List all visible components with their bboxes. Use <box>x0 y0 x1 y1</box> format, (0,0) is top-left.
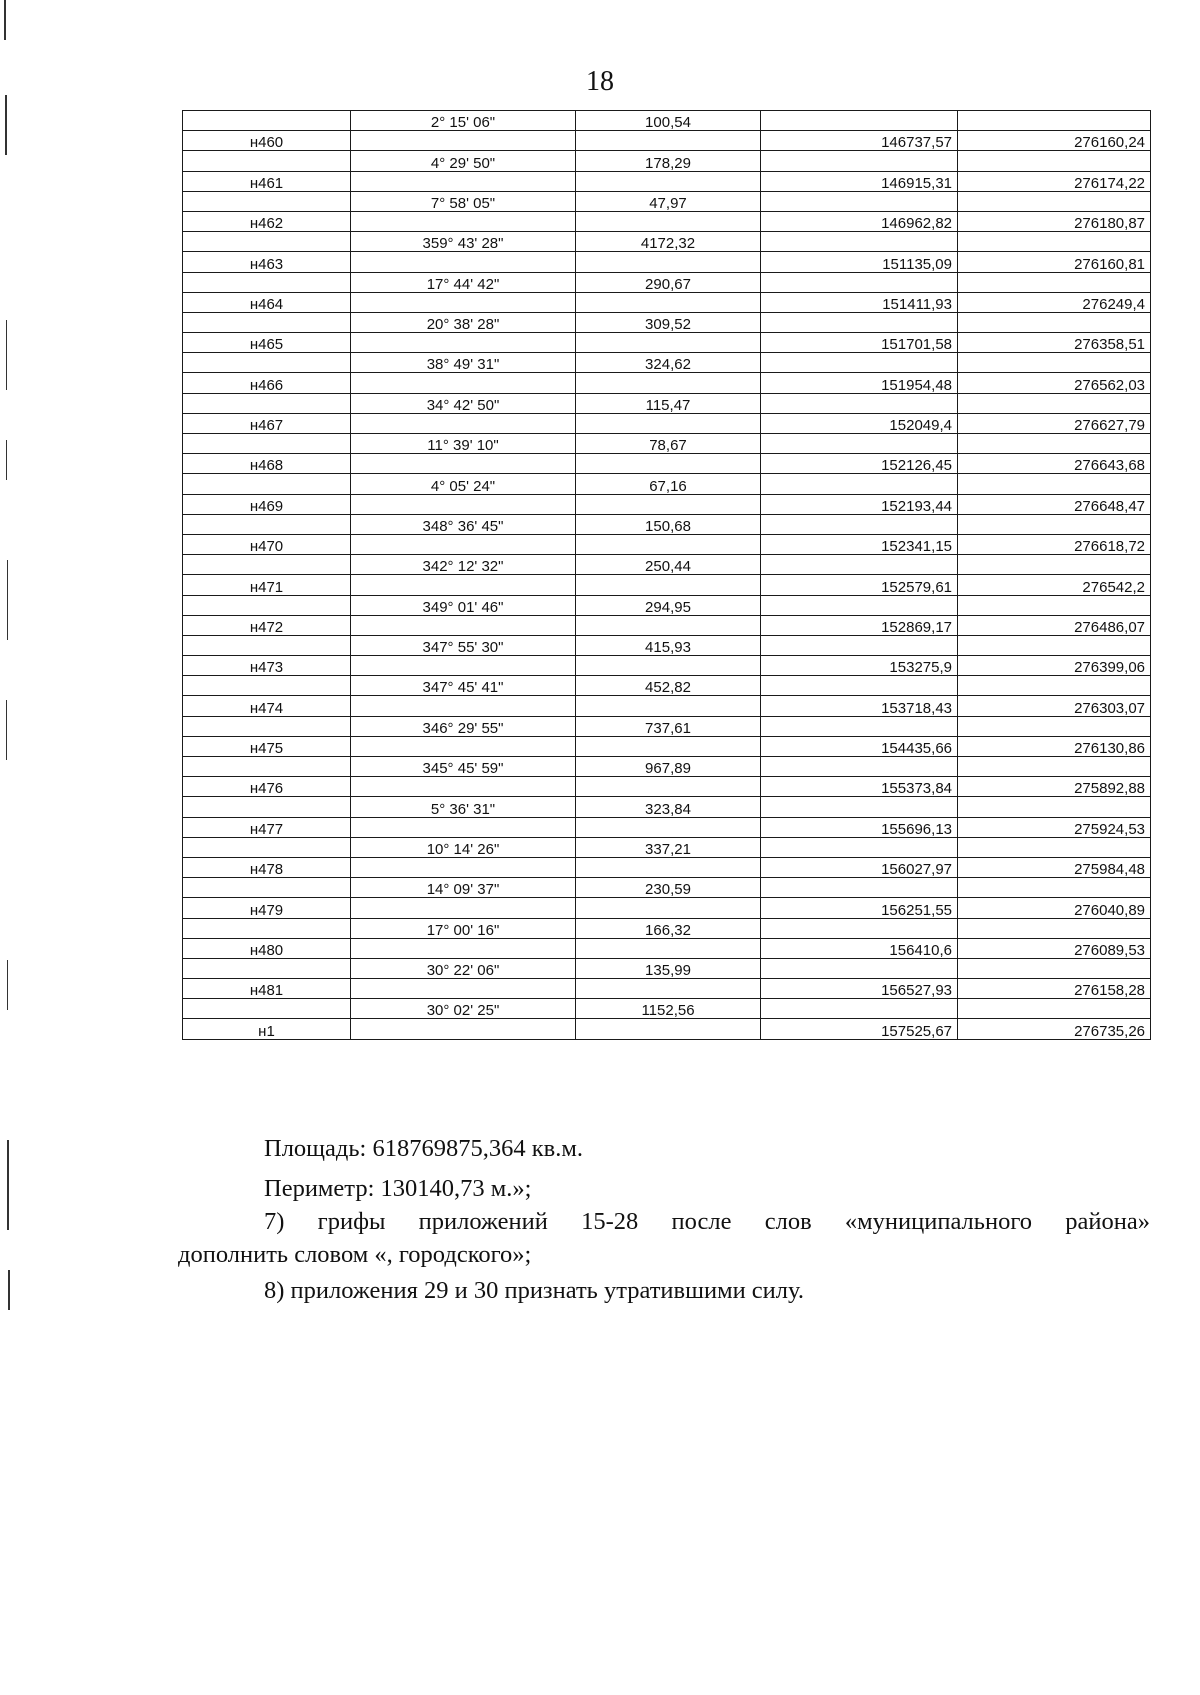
table-row <box>183 454 1151 474</box>
area-statement: Площадь: 618769875,364 кв.м. <box>264 1135 583 1162</box>
angle-cell: 347° 45' 41" <box>351 676 576 696</box>
point-cell <box>183 272 351 292</box>
length-cell: 294,95 <box>576 595 761 615</box>
table-row <box>183 958 1151 978</box>
angle-cell: 359° 43' 28" <box>351 232 576 252</box>
item-7-paragraph <box>178 1205 1150 1271</box>
table-row <box>183 151 1151 171</box>
y-coordinate-cell: 276486,07 <box>958 615 1151 635</box>
y-coordinate-cell: 276303,07 <box>958 696 1151 716</box>
point-cell <box>183 232 351 252</box>
point-cell: н477 <box>183 817 351 837</box>
angle-cell <box>351 817 576 837</box>
x-coordinate-cell <box>761 958 958 978</box>
angle-cell <box>351 898 576 918</box>
x-coordinate-cell: 156410,6 <box>761 938 958 958</box>
point-cell <box>183 716 351 736</box>
table-row <box>183 938 1151 958</box>
table-row <box>183 131 1151 151</box>
x-coordinate-cell <box>761 878 958 898</box>
length-cell <box>576 817 761 837</box>
angle-cell <box>351 413 576 433</box>
table-row <box>183 252 1151 272</box>
length-cell: 166,32 <box>576 918 761 938</box>
angle-cell <box>351 333 576 353</box>
y-coordinate-cell: 276158,28 <box>958 979 1151 999</box>
angle-cell: 20° 38' 28" <box>351 312 576 332</box>
point-cell <box>183 635 351 655</box>
y-coordinate-cell <box>958 272 1151 292</box>
point-cell: н476 <box>183 777 351 797</box>
point-cell: н478 <box>183 857 351 877</box>
angle-cell: 348° 36' 45" <box>351 514 576 534</box>
point-cell <box>183 191 351 211</box>
point-cell: н480 <box>183 938 351 958</box>
angle-cell <box>351 938 576 958</box>
coordinates-table <box>182 110 1151 1040</box>
table-row <box>183 333 1151 353</box>
table-row <box>183 595 1151 615</box>
x-coordinate-cell <box>761 111 958 131</box>
angle-cell: 11° 39' 10" <box>351 434 576 454</box>
x-coordinate-cell <box>761 676 958 696</box>
y-coordinate-cell <box>958 232 1151 252</box>
length-cell: 415,93 <box>576 635 761 655</box>
length-cell: 250,44 <box>576 555 761 575</box>
table-row <box>183 635 1151 655</box>
length-cell <box>576 857 761 877</box>
angle-cell <box>351 131 576 151</box>
length-cell: 290,67 <box>576 272 761 292</box>
point-cell <box>183 312 351 332</box>
table-row <box>183 615 1151 635</box>
x-coordinate-cell: 152193,44 <box>761 494 958 514</box>
y-coordinate-cell <box>958 595 1151 615</box>
point-cell <box>183 434 351 454</box>
table-row <box>183 837 1151 857</box>
point-cell: н469 <box>183 494 351 514</box>
angle-cell <box>351 575 576 595</box>
x-coordinate-cell: 153718,43 <box>761 696 958 716</box>
y-coordinate-cell <box>958 353 1151 373</box>
item-7-line-1: 7) грифы приложений 15-28 после слов «муниципального района» <box>264 1208 1150 1235</box>
x-coordinate-cell: 151135,09 <box>761 252 958 272</box>
length-cell <box>576 292 761 312</box>
table-row <box>183 1019 1151 1039</box>
point-cell: н474 <box>183 696 351 716</box>
item-7-line-2: дополнить словом «, городского»; <box>178 1241 532 1268</box>
point-cell: н1 <box>183 1019 351 1039</box>
x-coordinate-cell: 152049,4 <box>761 413 958 433</box>
point-cell <box>183 595 351 615</box>
point-cell <box>183 797 351 817</box>
y-coordinate-cell: 276089,53 <box>958 938 1151 958</box>
x-coordinate-cell <box>761 191 958 211</box>
x-coordinate-cell: 157525,67 <box>761 1019 958 1039</box>
length-cell: 150,68 <box>576 514 761 534</box>
angle-cell: 2° 15' 06" <box>351 111 576 131</box>
x-coordinate-cell <box>761 716 958 736</box>
table-row <box>183 676 1151 696</box>
table-row <box>183 494 1151 514</box>
length-cell <box>576 938 761 958</box>
table-row <box>183 232 1151 252</box>
x-coordinate-cell <box>761 837 958 857</box>
length-cell <box>576 333 761 353</box>
angle-cell: 345° 45' 59" <box>351 757 576 777</box>
length-cell: 230,59 <box>576 878 761 898</box>
table-row <box>183 434 1151 454</box>
angle-cell: 4° 05' 24" <box>351 474 576 494</box>
y-coordinate-cell: 276643,68 <box>958 454 1151 474</box>
angle-cell <box>351 857 576 877</box>
point-cell <box>183 958 351 978</box>
y-coordinate-cell <box>958 878 1151 898</box>
length-cell <box>576 777 761 797</box>
angle-cell <box>351 1019 576 1039</box>
length-cell <box>576 534 761 554</box>
x-coordinate-cell: 152126,45 <box>761 454 958 474</box>
angle-cell: 4° 29' 50" <box>351 151 576 171</box>
angle-cell <box>351 615 576 635</box>
y-coordinate-cell <box>958 837 1151 857</box>
y-coordinate-cell: 276562,03 <box>958 373 1151 393</box>
length-cell: 1152,56 <box>576 999 761 1019</box>
y-coordinate-cell: 276180,87 <box>958 211 1151 231</box>
point-cell: н461 <box>183 171 351 191</box>
length-cell: 115,47 <box>576 393 761 413</box>
point-cell: н479 <box>183 898 351 918</box>
point-cell <box>183 999 351 1019</box>
table-row <box>183 514 1151 534</box>
point-cell <box>183 474 351 494</box>
point-cell: н460 <box>183 131 351 151</box>
angle-cell <box>351 171 576 191</box>
y-coordinate-cell <box>958 514 1151 534</box>
point-cell <box>183 111 351 131</box>
angle-cell: 10° 14' 26" <box>351 837 576 857</box>
point-cell: н473 <box>183 656 351 676</box>
table-row <box>183 656 1151 676</box>
y-coordinate-cell <box>958 918 1151 938</box>
length-cell <box>576 454 761 474</box>
point-cell <box>183 151 351 171</box>
y-coordinate-cell: 276542,2 <box>958 575 1151 595</box>
length-cell <box>576 736 761 756</box>
table-row <box>183 716 1151 736</box>
table-row <box>183 211 1151 231</box>
angle-cell: 17° 44' 42" <box>351 272 576 292</box>
y-coordinate-cell <box>958 797 1151 817</box>
y-coordinate-cell: 276130,86 <box>958 736 1151 756</box>
angle-cell <box>351 211 576 231</box>
x-coordinate-cell: 146962,82 <box>761 211 958 231</box>
y-coordinate-cell <box>958 716 1151 736</box>
x-coordinate-cell <box>761 918 958 938</box>
coordinates-table-body <box>183 111 1151 1040</box>
table-row <box>183 555 1151 575</box>
y-coordinate-cell <box>958 312 1151 332</box>
y-coordinate-cell: 276618,72 <box>958 534 1151 554</box>
y-coordinate-cell: 276174,22 <box>958 171 1151 191</box>
angle-cell: 347° 55' 30" <box>351 635 576 655</box>
angle-cell <box>351 373 576 393</box>
table-row <box>183 857 1151 877</box>
point-cell <box>183 393 351 413</box>
x-coordinate-cell <box>761 312 958 332</box>
y-coordinate-cell: 276735,26 <box>958 1019 1151 1039</box>
x-coordinate-cell <box>761 393 958 413</box>
point-cell: н472 <box>183 615 351 635</box>
x-coordinate-cell: 151411,93 <box>761 292 958 312</box>
x-coordinate-cell: 156527,93 <box>761 979 958 999</box>
angle-cell <box>351 656 576 676</box>
point-cell: н466 <box>183 373 351 393</box>
y-coordinate-cell: 276249,4 <box>958 292 1151 312</box>
y-coordinate-cell <box>958 434 1151 454</box>
table-row <box>183 777 1151 797</box>
point-cell: н481 <box>183 979 351 999</box>
y-coordinate-cell: 275892,88 <box>958 777 1151 797</box>
length-cell <box>576 615 761 635</box>
x-coordinate-cell <box>761 151 958 171</box>
y-coordinate-cell: 276627,79 <box>958 413 1151 433</box>
table-row <box>183 797 1151 817</box>
angle-cell: 14° 09' 37" <box>351 878 576 898</box>
table-row <box>183 878 1151 898</box>
y-coordinate-cell: 276160,81 <box>958 252 1151 272</box>
table-row <box>183 696 1151 716</box>
length-cell <box>576 413 761 433</box>
angle-cell <box>351 252 576 272</box>
x-coordinate-cell: 154435,66 <box>761 736 958 756</box>
x-coordinate-cell <box>761 474 958 494</box>
angle-cell: 5° 36' 31" <box>351 797 576 817</box>
point-cell: н464 <box>183 292 351 312</box>
point-cell <box>183 837 351 857</box>
length-cell <box>576 131 761 151</box>
point-cell <box>183 353 351 373</box>
length-cell: 452,82 <box>576 676 761 696</box>
table-row <box>183 918 1151 938</box>
angle-cell <box>351 736 576 756</box>
angle-cell: 30° 02' 25" <box>351 999 576 1019</box>
y-coordinate-cell: 276399,06 <box>958 656 1151 676</box>
angle-cell: 30° 22' 06" <box>351 958 576 978</box>
length-cell: 309,52 <box>576 312 761 332</box>
point-cell <box>183 514 351 534</box>
length-cell: 135,99 <box>576 958 761 978</box>
angle-cell <box>351 534 576 554</box>
angle-cell <box>351 454 576 474</box>
point-cell <box>183 918 351 938</box>
table-row <box>183 534 1151 554</box>
x-coordinate-cell: 155696,13 <box>761 817 958 837</box>
x-coordinate-cell <box>761 595 958 615</box>
length-cell: 337,21 <box>576 837 761 857</box>
length-cell <box>576 979 761 999</box>
x-coordinate-cell: 153275,9 <box>761 656 958 676</box>
angle-cell <box>351 494 576 514</box>
y-coordinate-cell <box>958 757 1151 777</box>
x-coordinate-cell <box>761 797 958 817</box>
x-coordinate-cell: 151701,58 <box>761 333 958 353</box>
angle-cell <box>351 696 576 716</box>
point-cell: н467 <box>183 413 351 433</box>
scan-edge-marks <box>0 0 14 1695</box>
length-cell: 67,16 <box>576 474 761 494</box>
length-cell <box>576 494 761 514</box>
x-coordinate-cell: 152579,61 <box>761 575 958 595</box>
table-row <box>183 191 1151 211</box>
x-coordinate-cell <box>761 999 958 1019</box>
x-coordinate-cell: 152869,17 <box>761 615 958 635</box>
x-coordinate-cell <box>761 272 958 292</box>
table-row <box>183 373 1151 393</box>
table-row <box>183 979 1151 999</box>
y-coordinate-cell: 275924,53 <box>958 817 1151 837</box>
x-coordinate-cell: 155373,84 <box>761 777 958 797</box>
y-coordinate-cell <box>958 111 1151 131</box>
x-coordinate-cell <box>761 555 958 575</box>
y-coordinate-cell: 275984,48 <box>958 857 1151 877</box>
table-row <box>183 999 1151 1019</box>
y-coordinate-cell: 276358,51 <box>958 333 1151 353</box>
y-coordinate-cell <box>958 958 1151 978</box>
x-coordinate-cell <box>761 635 958 655</box>
length-cell <box>576 696 761 716</box>
angle-cell: 342° 12' 32" <box>351 555 576 575</box>
table-row <box>183 898 1151 918</box>
table-row <box>183 736 1151 756</box>
table-row <box>183 292 1151 312</box>
y-coordinate-cell <box>958 676 1151 696</box>
length-cell: 4172,32 <box>576 232 761 252</box>
table-row <box>183 413 1151 433</box>
length-cell: 178,29 <box>576 151 761 171</box>
table-row <box>183 817 1151 837</box>
angle-cell <box>351 777 576 797</box>
y-coordinate-cell <box>958 393 1151 413</box>
angle-cell: 349° 01' 46" <box>351 595 576 615</box>
point-cell: н463 <box>183 252 351 272</box>
y-coordinate-cell <box>958 555 1151 575</box>
length-cell <box>576 1019 761 1039</box>
point-cell: н462 <box>183 211 351 231</box>
length-cell <box>576 575 761 595</box>
table-row <box>183 474 1151 494</box>
x-coordinate-cell <box>761 232 958 252</box>
length-cell: 323,84 <box>576 797 761 817</box>
x-coordinate-cell <box>761 353 958 373</box>
x-coordinate-cell <box>761 757 958 777</box>
length-cell <box>576 252 761 272</box>
perimeter-statement: Периметр: 130140,73 м.»; <box>264 1175 532 1202</box>
point-cell <box>183 676 351 696</box>
angle-cell: 38° 49' 31" <box>351 353 576 373</box>
length-cell: 78,67 <box>576 434 761 454</box>
angle-cell: 34° 42' 50" <box>351 393 576 413</box>
table-row <box>183 111 1151 131</box>
point-cell: н468 <box>183 454 351 474</box>
x-coordinate-cell <box>761 514 958 534</box>
y-coordinate-cell <box>958 474 1151 494</box>
table-row <box>183 353 1151 373</box>
angle-cell: 346° 29' 55" <box>351 716 576 736</box>
point-cell: н471 <box>183 575 351 595</box>
length-cell: 47,97 <box>576 191 761 211</box>
point-cell: н470 <box>183 534 351 554</box>
table-row <box>183 757 1151 777</box>
length-cell: 967,89 <box>576 757 761 777</box>
x-coordinate-cell: 156027,97 <box>761 857 958 877</box>
y-coordinate-cell: 276648,47 <box>958 494 1151 514</box>
angle-cell: 17° 00' 16" <box>351 918 576 938</box>
x-coordinate-cell: 152341,15 <box>761 534 958 554</box>
angle-cell: 7° 58' 05" <box>351 191 576 211</box>
length-cell <box>576 211 761 231</box>
x-coordinate-cell: 151954,48 <box>761 373 958 393</box>
point-cell: н475 <box>183 736 351 756</box>
x-coordinate-cell: 156251,55 <box>761 898 958 918</box>
y-coordinate-cell <box>958 999 1151 1019</box>
length-cell <box>576 898 761 918</box>
angle-cell <box>351 292 576 312</box>
angle-cell <box>351 979 576 999</box>
table-row <box>183 272 1151 292</box>
x-coordinate-cell: 146737,57 <box>761 131 958 151</box>
point-cell: н465 <box>183 333 351 353</box>
y-coordinate-cell: 276160,24 <box>958 131 1151 151</box>
page-number: 18 <box>586 66 614 97</box>
point-cell <box>183 757 351 777</box>
length-cell <box>576 171 761 191</box>
length-cell <box>576 373 761 393</box>
table-row <box>183 575 1151 595</box>
x-coordinate-cell <box>761 434 958 454</box>
x-coordinate-cell: 146915,31 <box>761 171 958 191</box>
y-coordinate-cell <box>958 151 1151 171</box>
point-cell <box>183 878 351 898</box>
item-8-paragraph: 8) приложения 29 и 30 признать утратившими силу. <box>264 1277 804 1304</box>
length-cell: 737,61 <box>576 716 761 736</box>
table-row <box>183 171 1151 191</box>
length-cell <box>576 656 761 676</box>
point-cell <box>183 555 351 575</box>
table-row <box>183 312 1151 332</box>
length-cell: 324,62 <box>576 353 761 373</box>
y-coordinate-cell <box>958 191 1151 211</box>
length-cell: 100,54 <box>576 111 761 131</box>
y-coordinate-cell <box>958 635 1151 655</box>
table-row <box>183 393 1151 413</box>
y-coordinate-cell: 276040,89 <box>958 898 1151 918</box>
